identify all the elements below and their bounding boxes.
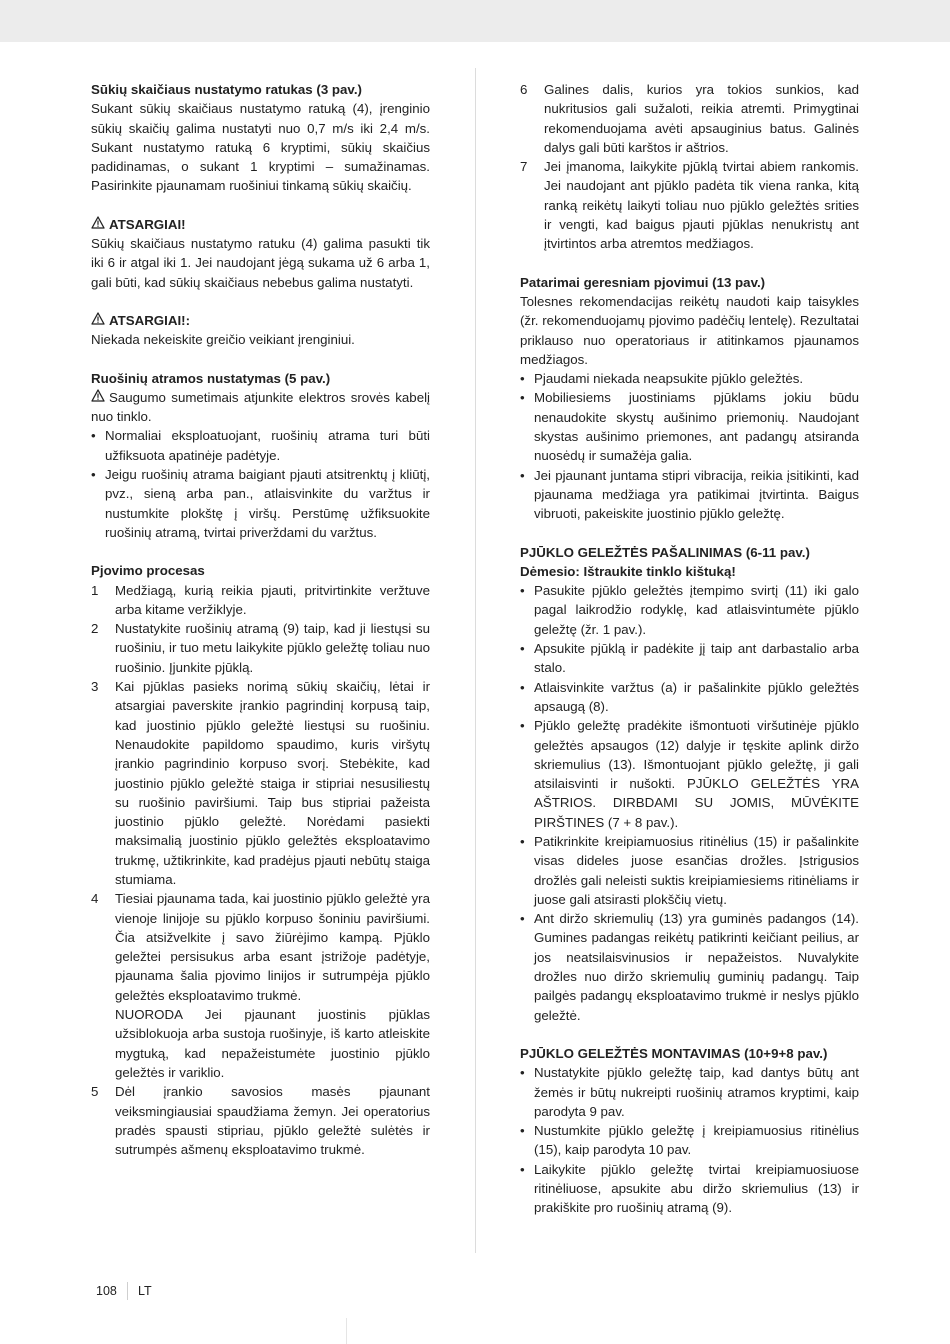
list-item: • Laikykite pjūklo geležtę tvirtai kreipiamuosiuose ritinėliuose, apsukite abu diržo skriemulius (13) ir prakiškite pro ruošinių atramą (9).	[520, 1160, 859, 1218]
warning-heading-1	[91, 215, 430, 234]
warning-triangle-icon	[91, 216, 107, 230]
warning-title-1: ATSARGIAI!	[109, 216, 186, 232]
warning-title-2: ATSARGIAI!:	[109, 312, 191, 328]
section-title-cutting-process: Pjovimo procesas	[91, 563, 205, 579]
right-column	[520, 80, 859, 1218]
page-number: 108	[96, 1284, 117, 1298]
section-title-blade-removal: PJŪKLO GELEŽTĖS PAŠALINIMAS (6-11 pav.)	[520, 544, 810, 560]
bottom-tick-mark	[346, 1318, 347, 1344]
list-item: • Atlaisvinkite varžtus (a) ir pašalinkite pjūklo geležtės apsaugą (8).	[520, 678, 859, 717]
warning-text-1: Sūkių skaičiaus nustatymo ratuku (4) galima pasukti tik iki 6 ir atgal iki 1. Jei naudojant jėgą sukama už 6 arba 1, gali būti, kad sūkių skaičiaus nebebus galima nustatyti.	[91, 236, 430, 290]
top-gray-band	[0, 0, 950, 42]
list-item: • Jeigu ruošinių atrama baigiant pjauti atsitrenktų į kliūtį, pvz., sieną arba pan., atlaisvinkite du varžtus ir nustumkite plokštę į viršų. Perstūmę užfiksuokite ruošinių atramą, tvirtai priverždami du varžtus.	[91, 465, 430, 542]
section-text-speed-wheel: Sukant sūkių skaičiaus nustatymo ratuką (4), įrenginio sūkių skaičių galima nustatyti nuo 0,7 m/s iki 2,4 m/s. Sukant nustatymo ratuką 6 kryptimi, sūkių skaičius padidinamas, o sukant 1 kryptimi – sumažinamas. Pasirinkite pjaunamam ruošiniui tinkamą sūkių skaičių.	[91, 101, 430, 194]
numbered-item: 7 Jei įmanoma, laikykite pjūklą tvirtai abiem rankomis. Jei naudojant ant pjūklo padėta tik viena ranka, kitą ranką reikėtų laikyti toliau nuo pjūklo geležtės srities ir vengti, kad baigus pjauti pjūklas nenukristų ant įtvirtintos arba atremtos medžiagos.	[520, 159, 859, 252]
numbered-item: 3 Kai pjūklas pasieks norimą sūkių skaičių, lėtai ir atsargiai paverskite įrankio pagrindinį korpusą taip, kad juostinio pjūklo geležtė liestųsi su ruošiniu. Nenaudokite papildomo spaudimo, kuris viršytų įrankio pagrindinio korpuso svorį. Stebėkite, kad juostinio pjūklo geležtė staiga ir stipriai nesusiliestų su ruošinio paviršiumi. Taip bus stipriai pažeista juostinio pjūklo geležtė. Norėdami pasiekti maksimalią juostinio pjūklo geležtės eksploatavimo trukmę, užtikrinkite, kad pradėjus pjauti nebūtų staiga stumiama.	[91, 679, 430, 887]
list-item: • Jei pjaunant juntama stipri vibracija, reikia įsitikinti, kad pjaunama medžiaga yra patikimai įtvirtinta. Baigus vibruoti, pakeiskite juostinio pjūklo geležtę.	[520, 466, 859, 524]
safety-note	[91, 388, 430, 427]
warning-text-2: Niekada nekeiskite greičio veikiant įrenginiui.	[91, 332, 355, 348]
section-subtitle-unplug: Dėmesio: Ištraukite tinklo kištuką!	[520, 563, 736, 579]
numbered-item: 2 Nustatykite ruošinių atramą (9) taip, kad ji liestųsi su ruošiniu, ir tuo metu laikykite pjūklo geležtę toliau nuo ruošinio. Įjunkite pjūklą.	[91, 621, 430, 675]
section-title-speed-wheel: Sūkių skaičiaus nustatymo ratukas (3 pav.)	[91, 82, 362, 97]
section-title-blade-mounting: PJŪKLO GELEŽTĖS MONTAVIMAS (10+9+8 pav.)	[520, 1045, 828, 1061]
section-title-workpiece-support: Ruošinių atramos nustatymas (5 pav.)	[91, 370, 331, 386]
footer-separator	[127, 1282, 128, 1300]
numbered-item: 4 Tiesiai pjaunama tada, kai juostinio pjūklo geležtė yra vienoje linijoje su pjūklo korpuso šoniniu paviršiumi. Čia atsižvelkite į savo žiūrėjimo kampą. Pjūklo geležtei persisukus arba esant įstrižoje padėtyje, pjaunama šalia pjovimo linijos ir sutrumpėja pjūklo geležtės eksploatavimo trukmė.	[91, 891, 430, 1003]
list-item: • Pjaudami niekada neapsukite pjūklo geležtės.	[520, 369, 859, 388]
language-code: LT	[138, 1284, 152, 1298]
list-item: • Normaliai eksploatuojant, ruošinių atrama turi būti užfiksuota apatinėje padėtyje.	[91, 426, 430, 465]
list-item: • Pasukite pjūklo geležtės įtempimo svirtį (11) iki galo pagal laikrodžio rodyklę, kad atlaisvintumėte pjūklo geležtę (žr. 1 pav.).	[520, 581, 859, 639]
safety-note-text: Saugumo sumetimais atjunkite elektros srovės kabelį nuo tinklo.	[91, 389, 430, 425]
note-paragraph: NUORODA Jei pjaunant juostinis pjūklas užsiblokuoja arba sustoja ruošinyje, iš karto atleiskite mygtuką, kad nepažeistumėte juostinio pjūklo geležtės ir variklio.	[115, 1007, 430, 1080]
numbered-item: 6 Galines dalis, kurios yra tokios sunkios, kad nukritusios gali sužaloti, reikia atremti. Primygtinai rekomenduojama avėti apsauginius batus. Galinės dalys gali būti karštos ir aštrios.	[520, 82, 859, 155]
left-column	[91, 80, 430, 1159]
list-item: • Mobiliesiems juostiniams pjūklams jokiu būdu nenaudokite skystų aušinimo priemonių. Naudojant skystas aušinimo priemones, ant padangų atsiranda nuosėdų ir sumažėja galia.	[520, 388, 859, 465]
warning-triangle-icon	[91, 312, 107, 326]
column-divider	[475, 68, 476, 1253]
numbered-item: 5 Dėl įrankio savosios masės pjaunant veiksmingiausiai spaudžiama žemyn. Jei operatorius pradės spausti stipriau, pjūklo geležtė sulėtės ir sutrumpės ašmenų eksploatavimo trukmė.	[91, 1084, 430, 1158]
list-item: • Pjūklo geležtę pradėkite išmontuoti viršutinėje pjūklo geležtės apsaugos (12) dalyje ir tęskite aplink diržo skriemulius (13). Išmontuojant pjūklo geležtę, ji gali atsilaisvinti ir nušokti. PJŪKLO GELEŽTĖS YRA AŠTRIOS. DIRBDAMI SU JOMIS, MŪVĖKITE PIRŠTINES (7 + 8 pav.).	[520, 716, 859, 832]
warning-heading-2	[91, 311, 430, 330]
section-title-cutting-tips: Patarimai geresniam pjovimui (13 pav.)	[520, 274, 766, 290]
warning-triangle-icon	[91, 389, 107, 403]
list-item: • Apsukite pjūklą ir padėkite jį taip ant darbastalio arba stalo.	[520, 639, 859, 678]
list-item: • Nustatykite pjūklo geležtę taip, kad dantys būtų ant žemės ir būtų nukreipti ruošinių atramos kryptimi, kaip parodyta 9 pav.	[520, 1063, 859, 1121]
list-item: • Patikrinkite kreipiamuosius ritinėlius (15) ir pašalinkite visas dideles juose esančias drožles. Įstrigusios drožlės gali neleisti suktis kreipiamiesiems ritinėliams ir juose gali atsirasti plokščių vietų.	[520, 832, 859, 909]
section-text-cutting-tips: Tolesnes rekomendacijas reikėtų naudoti kaip taisykles (žr. rekomenduojamų pjovimo padėčių lentelę). Rezultatai priklauso nuo operatoriaus ir atitinkamos pjaunamos medžiagos.	[520, 293, 859, 367]
numbered-item: 1 Medžiagą, kurią reikia pjauti, pritvirtinkite veržtuve arba kitame veržiklyje.	[91, 582, 430, 617]
list-item: • Nustumkite pjūklo geležtę į kreipiamuosius ritinėlius (15), kaip parodyta 10 pav.	[520, 1121, 859, 1160]
list-item: • Ant diržo skriemulių (13) yra guminės padangos (14). Gumines padangas reikėtų patikrinti keičiant peilius, ar jos neatsilaisvinusios ir nepažeistos. Nuvalykite drožles nuo diržo skriemulių guminių padangų. Taip pailgės padangų eksploatavimo trukmė ir neslys pjūklo geležtė.	[520, 909, 859, 1025]
